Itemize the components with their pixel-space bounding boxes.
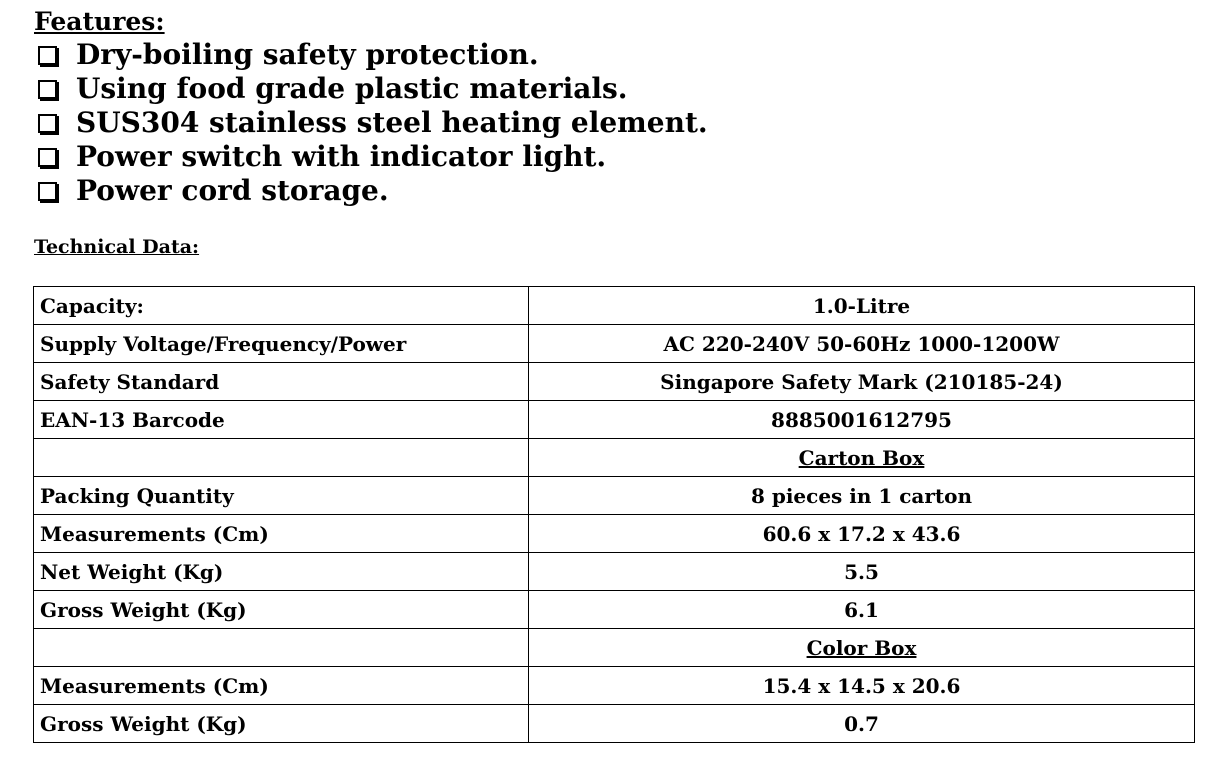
spec-value: Singapore Safety Mark (210185-24): [529, 363, 1195, 401]
table-row: [34, 705, 1195, 743]
spec-value: 8 pieces in 1 carton: [529, 477, 1195, 515]
spec-label: [34, 629, 529, 667]
features-list: [34, 38, 708, 208]
feature-text: Power switch with indicator light.: [76, 140, 607, 173]
table-row: [34, 667, 1195, 705]
checkbox-icon: [38, 80, 57, 99]
spec-label: Supply Voltage/Frequency/Power: [34, 325, 529, 363]
table-row: [34, 401, 1195, 439]
checkbox-icon: [38, 182, 57, 201]
table-row: [34, 439, 1195, 477]
spec-value: 8885001612795: [529, 401, 1195, 439]
features-heading: Features:: [34, 7, 165, 36]
carton-box-section-title: Carton Box: [798, 445, 925, 470]
spec-value: 1.0-Litre: [529, 287, 1195, 325]
spec-label: EAN-13 Barcode: [34, 401, 529, 439]
spec-value: 15.4 x 14.5 x 20.6: [529, 667, 1195, 705]
table-row: [34, 591, 1195, 629]
spec-label: Safety Standard: [34, 363, 529, 401]
feature-text: Dry-boiling safety protection.: [76, 38, 539, 71]
spec-label: Packing Quantity: [34, 477, 529, 515]
spec-label: Measurements (Cm): [34, 667, 529, 705]
feature-text: Using food grade plastic materials.: [76, 72, 628, 105]
color-box-section-title: Color Box: [806, 635, 917, 660]
spec-value: 0.7: [529, 705, 1195, 743]
technical-data-heading: Technical Data:: [34, 236, 200, 258]
spec-value: 60.6 x 17.2 x 43.6: [529, 515, 1195, 553]
table-row: [34, 515, 1195, 553]
spec-label: Capacity:: [34, 287, 529, 325]
table-row: [34, 477, 1195, 515]
checkbox-icon: [38, 148, 57, 167]
checkbox-icon: [38, 114, 57, 133]
checkbox-icon: [38, 46, 57, 65]
feature-item: [34, 140, 708, 174]
table-row: [34, 363, 1195, 401]
feature-item: [34, 72, 708, 106]
feature-text: SUS304 stainless steel heating element.: [76, 106, 708, 139]
table-row: [34, 325, 1195, 363]
feature-item: [34, 38, 708, 72]
spec-value: 5.5: [529, 553, 1195, 591]
table-row: [34, 629, 1195, 667]
spec-value: AC 220-240V 50-60Hz 1000-1200W: [529, 325, 1195, 363]
spec-label: Measurements (Cm): [34, 515, 529, 553]
spec-label: [34, 439, 529, 477]
section-title-cell: [529, 439, 1195, 477]
spec-label: Net Weight (Kg): [34, 553, 529, 591]
table-row: [34, 287, 1195, 325]
feature-item: [34, 106, 708, 140]
feature-text: Power cord storage.: [76, 174, 389, 207]
spec-label: Gross Weight (Kg): [34, 591, 529, 629]
spec-label: Gross Weight (Kg): [34, 705, 529, 743]
spec-value: 6.1: [529, 591, 1195, 629]
feature-item: [34, 174, 708, 208]
technical-data-table: [33, 286, 1195, 743]
section-title-cell: [529, 629, 1195, 667]
table-row: [34, 553, 1195, 591]
